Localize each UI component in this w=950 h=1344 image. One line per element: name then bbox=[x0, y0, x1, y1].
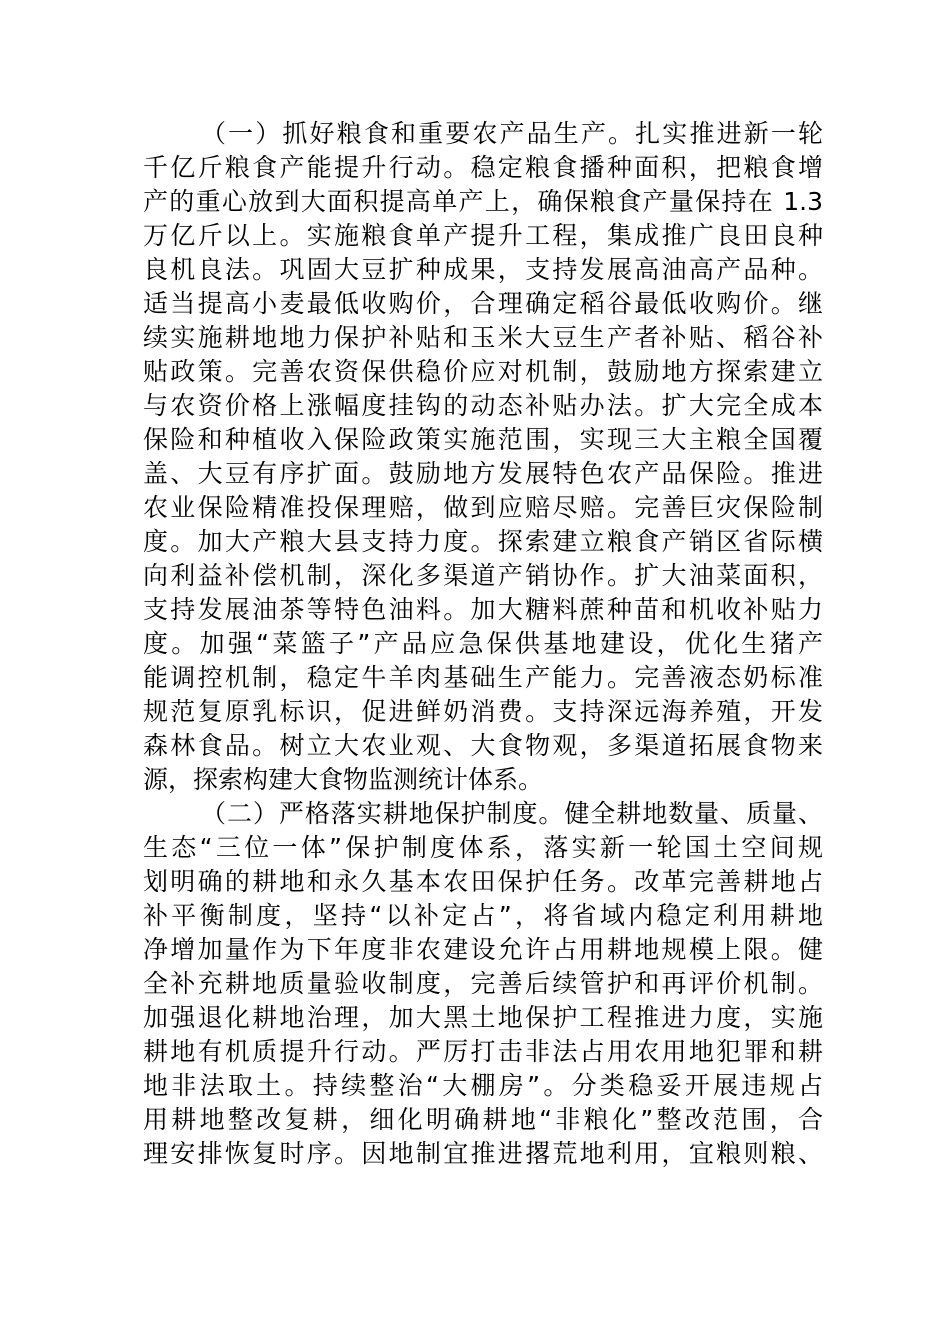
text-line: 补平衡制度，坚持“以补定占”，将省域内稳定利用耕地 bbox=[143, 901, 823, 930]
text-line: 生态“三位一体”保护制度体系，落实新一轮国土空间规 bbox=[143, 833, 823, 862]
text-line: （二）严格落实耕地保护制度。健全耕地数量、质量、 bbox=[201, 799, 823, 828]
text-line: 万亿斤以上。实施粮食单产提升工程，集成推广良田良种 bbox=[143, 221, 823, 250]
text-line: 续实施耕地地力保护补贴和玉米大豆生产者补贴、稻谷补 bbox=[143, 323, 823, 352]
text-line: 森林食品。树立大农业观、大食物观，多渠道拓展食物来 bbox=[143, 731, 823, 760]
text-line: 能调控机制，稳定牛羊肉基础生产能力。完善液态奶标准 bbox=[143, 663, 823, 692]
text-line: 源，探索构建大食物监测统计体系。 bbox=[143, 765, 544, 794]
text-line: （一）抓好粮食和重要农产品生产。扎实推进新一轮 bbox=[201, 119, 823, 148]
text-line: 划明确的耕地和永久基本农田保护任务。改革完善耕地占 bbox=[143, 867, 823, 896]
text-line: 规范复原乳标识，促进鲜奶消费。支持深远海养殖，开发 bbox=[143, 697, 823, 726]
text-line: 盖、大豆有序扩面。鼓励地方发展特色农产品保险。推进 bbox=[143, 459, 823, 488]
text-line: 农业保险精准投保理赔，做到应赔尽赔。完善巨灾保险制 bbox=[143, 493, 823, 522]
text-line: 向利益补偿机制，深化多渠道产销协作。扩大油菜面积， bbox=[143, 561, 823, 590]
text-line: 保险和种植收入保险政策实施范围，实现三大主粮全国覆 bbox=[143, 425, 823, 454]
text-line: 度。加大产粮大县支持力度。探索建立粮食产销区省际横 bbox=[143, 527, 823, 556]
text-line: 适当提高小麦最低收购价，合理确定稻谷最低收购价。继 bbox=[143, 289, 823, 318]
text-line: 与农资价格上涨幅度挂钩的动态补贴办法。扩大完全成本 bbox=[143, 391, 823, 420]
text-line: 耕地有机质提升行动。严厉打击非法占用农用地犯罪和耕 bbox=[143, 1037, 823, 1066]
text-line: 理安排恢复时序。因地制宜推进撂荒地利用，宜粮则粮、 bbox=[143, 1139, 823, 1168]
paragraph-2 bbox=[143, 797, 823, 1171]
text-line: 用耕地整改复耕，细化明确耕地“非粮化”整改范围，合 bbox=[143, 1105, 823, 1134]
text-line: 产的重心放到大面积提高单产上，确保粮食产量保持在 1.3 bbox=[143, 187, 823, 216]
text-line: 良机良法。巩固大豆扩种成果，支持发展高油高产品种。 bbox=[143, 255, 823, 284]
text-line: 千亿斤粮食产能提升行动。稳定粮食播种面积，把粮食增 bbox=[143, 153, 823, 182]
text-line: 加强退化耕地治理，加大黑土地保护工程推进力度，实施 bbox=[143, 1003, 823, 1032]
text-line: 地非法取土。持续整治“大棚房”。分类稳妥开展违规占 bbox=[143, 1071, 823, 1100]
document-body bbox=[143, 117, 823, 1171]
paragraph-1 bbox=[143, 117, 823, 797]
text-line: 支持发展油茶等特色油料。加大糖料蔗种苗和机收补贴力 bbox=[143, 595, 823, 624]
text-line: 全补充耕地质量验收制度，完善后续管护和再评价机制。 bbox=[143, 969, 823, 998]
text-line: 贴政策。完善农资保供稳价应对机制，鼓励地方探索建立 bbox=[143, 357, 823, 386]
text-line: 度。加强“菜篮子”产品应急保供基地建设，优化生猪产 bbox=[143, 629, 823, 658]
text-line: 净增加量作为下年度非农建设允许占用耕地规模上限。健 bbox=[143, 935, 823, 964]
